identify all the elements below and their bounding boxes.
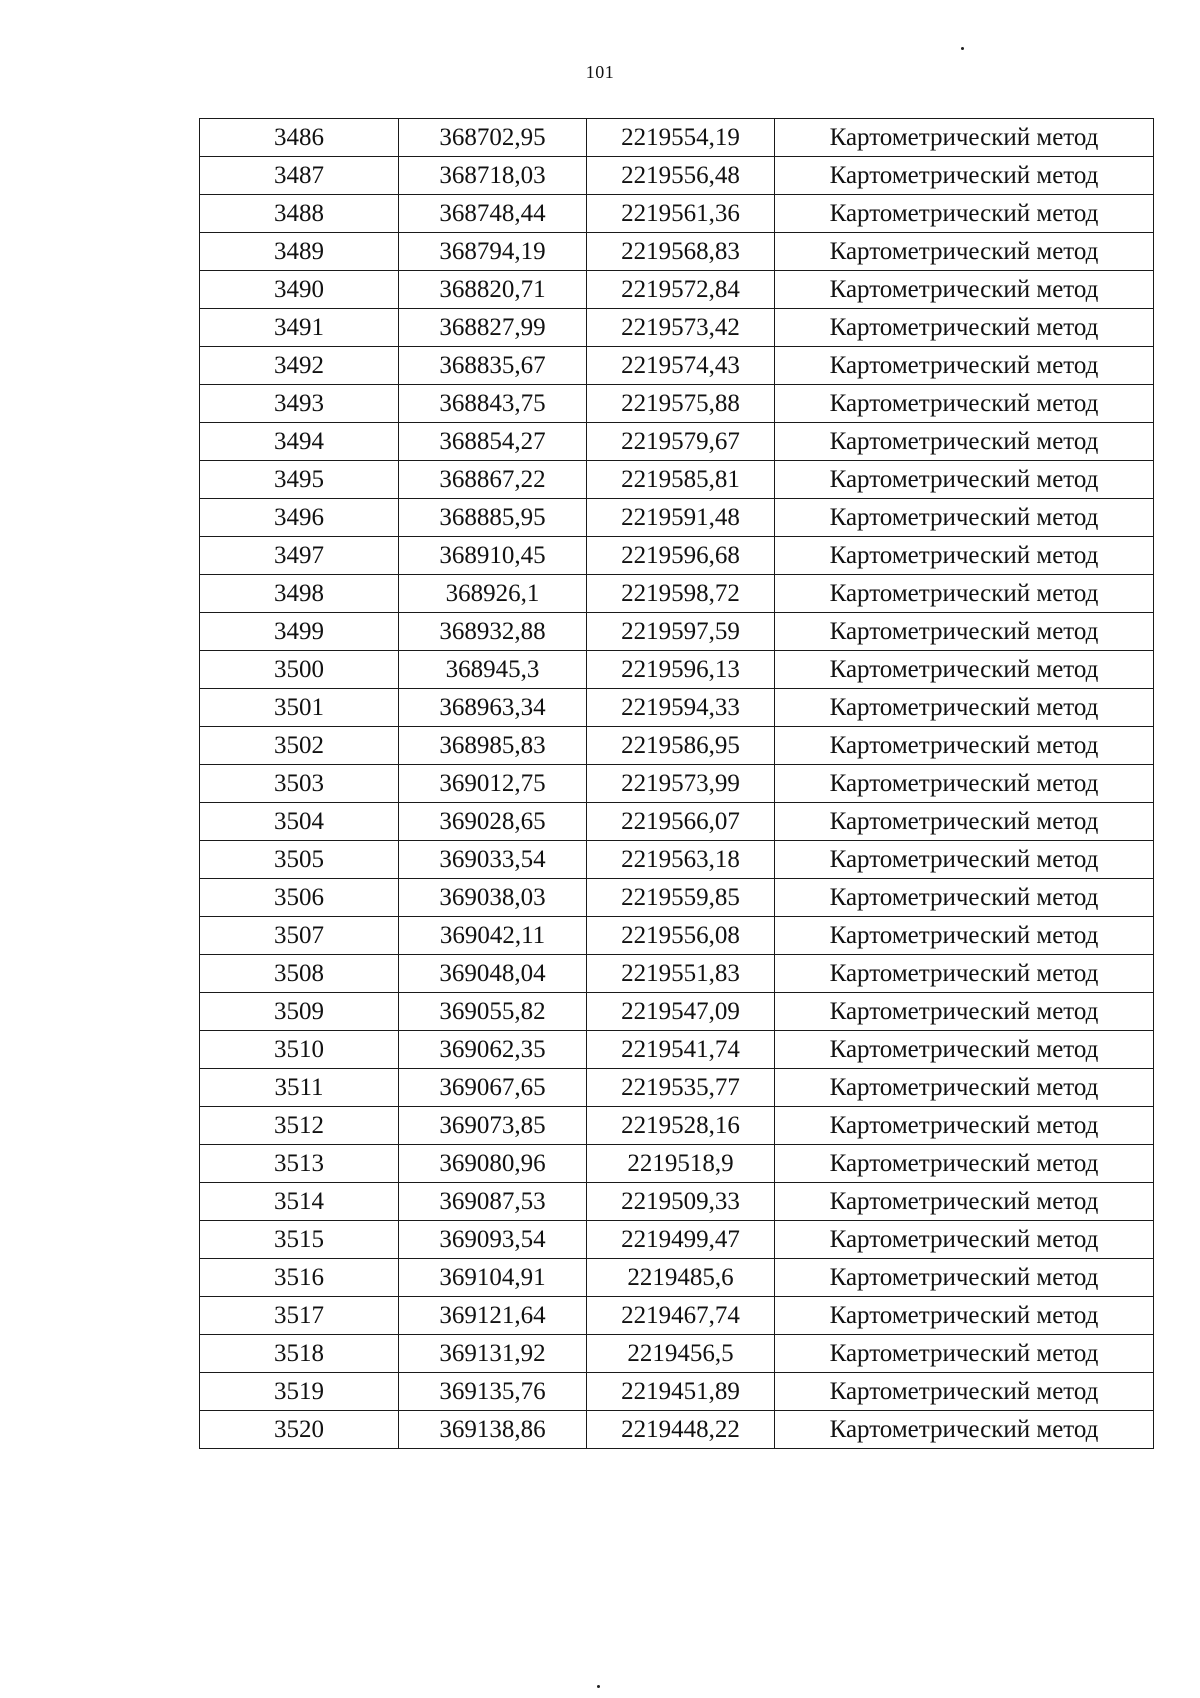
point-number-cell: 3505 <box>200 841 399 879</box>
y-coordinate-cell: 2219559,85 <box>587 879 775 917</box>
y-coordinate-cell: 2219467,74 <box>587 1297 775 1335</box>
point-number-cell: 3490 <box>200 271 399 309</box>
method-cell: Картометрический метод <box>775 689 1154 727</box>
table-row <box>200 575 1154 613</box>
y-coordinate-cell: 2219485,6 <box>587 1259 775 1297</box>
point-number-cell: 3494 <box>200 423 399 461</box>
table-row <box>200 1335 1154 1373</box>
x-coordinate-cell: 369121,64 <box>399 1297 587 1335</box>
x-coordinate-cell: 369012,75 <box>399 765 587 803</box>
y-coordinate-cell: 2219518,9 <box>587 1145 775 1183</box>
point-number-cell: 3489 <box>200 233 399 271</box>
y-coordinate-cell: 2219509,33 <box>587 1183 775 1221</box>
point-number-cell: 3507 <box>200 917 399 955</box>
table-row <box>200 1069 1154 1107</box>
table-row <box>200 233 1154 271</box>
y-coordinate-cell: 2219596,68 <box>587 537 775 575</box>
table-row <box>200 1259 1154 1297</box>
table-row <box>200 613 1154 651</box>
point-number-cell: 3496 <box>200 499 399 537</box>
point-number-cell: 3502 <box>200 727 399 765</box>
table-row <box>200 537 1154 575</box>
table-row <box>200 1221 1154 1259</box>
point-number-cell: 3498 <box>200 575 399 613</box>
point-number-cell: 3491 <box>200 309 399 347</box>
table-row <box>200 841 1154 879</box>
y-coordinate-cell: 2219598,72 <box>587 575 775 613</box>
method-cell: Картометрический метод <box>775 1183 1154 1221</box>
y-coordinate-cell: 2219572,84 <box>587 271 775 309</box>
x-coordinate-cell: 369055,82 <box>399 993 587 1031</box>
y-coordinate-cell: 2219561,36 <box>587 195 775 233</box>
point-number-cell: 3512 <box>200 1107 399 1145</box>
method-cell: Картометрический метод <box>775 1069 1154 1107</box>
y-coordinate-cell: 2219573,99 <box>587 765 775 803</box>
table-row <box>200 499 1154 537</box>
y-coordinate-cell: 2219563,18 <box>587 841 775 879</box>
method-cell: Картометрический метод <box>775 271 1154 309</box>
method-cell: Картометрический метод <box>775 1031 1154 1069</box>
point-number-cell: 3500 <box>200 651 399 689</box>
method-cell: Картометрический метод <box>775 537 1154 575</box>
x-coordinate-cell: 369135,76 <box>399 1373 587 1411</box>
page-number: 101 <box>585 62 615 82</box>
y-coordinate-cell: 2219456,5 <box>587 1335 775 1373</box>
table-row <box>200 347 1154 385</box>
method-cell: Картометрический метод <box>775 993 1154 1031</box>
x-coordinate-cell: 369028,65 <box>399 803 587 841</box>
y-coordinate-cell: 2219541,74 <box>587 1031 775 1069</box>
table-row <box>200 385 1154 423</box>
point-number-cell: 3501 <box>200 689 399 727</box>
y-coordinate-cell: 2219585,81 <box>587 461 775 499</box>
x-coordinate-cell: 369087,53 <box>399 1183 587 1221</box>
method-cell: Картометрический метод <box>775 651 1154 689</box>
x-coordinate-cell: 369033,54 <box>399 841 587 879</box>
table-row <box>200 119 1154 157</box>
x-coordinate-cell: 369080,96 <box>399 1145 587 1183</box>
method-cell: Картометрический метод <box>775 1297 1154 1335</box>
method-cell: Картометрический метод <box>775 385 1154 423</box>
method-cell: Картометрический метод <box>775 233 1154 271</box>
point-number-cell: 3506 <box>200 879 399 917</box>
x-coordinate-cell: 369067,65 <box>399 1069 587 1107</box>
x-coordinate-cell: 368794,19 <box>399 233 587 271</box>
point-number-cell: 3487 <box>200 157 399 195</box>
table-row <box>200 195 1154 233</box>
y-coordinate-cell: 2219579,67 <box>587 423 775 461</box>
method-cell: Картометрический метод <box>775 1335 1154 1373</box>
table-row <box>200 651 1154 689</box>
y-coordinate-cell: 2219594,33 <box>587 689 775 727</box>
y-coordinate-cell: 2219575,88 <box>587 385 775 423</box>
table-row <box>200 1107 1154 1145</box>
x-coordinate-cell: 368718,03 <box>399 157 587 195</box>
x-coordinate-cell: 368843,75 <box>399 385 587 423</box>
scan-speck <box>961 47 964 50</box>
point-number-cell: 3510 <box>200 1031 399 1069</box>
y-coordinate-cell: 2219499,47 <box>587 1221 775 1259</box>
x-coordinate-cell: 369131,92 <box>399 1335 587 1373</box>
table-row <box>200 689 1154 727</box>
y-coordinate-cell: 2219451,89 <box>587 1373 775 1411</box>
method-cell: Картометрический метод <box>775 1221 1154 1259</box>
method-cell: Картометрический метод <box>775 499 1154 537</box>
y-coordinate-cell: 2219551,83 <box>587 955 775 993</box>
x-coordinate-cell: 369093,54 <box>399 1221 587 1259</box>
method-cell: Картометрический метод <box>775 879 1154 917</box>
x-coordinate-cell: 368885,95 <box>399 499 587 537</box>
x-coordinate-cell: 368835,67 <box>399 347 587 385</box>
x-coordinate-cell: 369038,03 <box>399 879 587 917</box>
method-cell: Картометрический метод <box>775 309 1154 347</box>
point-number-cell: 3515 <box>200 1221 399 1259</box>
y-coordinate-cell: 2219528,16 <box>587 1107 775 1145</box>
x-coordinate-cell: 369104,91 <box>399 1259 587 1297</box>
point-number-cell: 3486 <box>200 119 399 157</box>
point-number-cell: 3517 <box>200 1297 399 1335</box>
method-cell: Картометрический метод <box>775 803 1154 841</box>
table-row <box>200 765 1154 803</box>
point-number-cell: 3495 <box>200 461 399 499</box>
point-number-cell: 3511 <box>200 1069 399 1107</box>
y-coordinate-cell: 2219591,48 <box>587 499 775 537</box>
method-cell: Картометрический метод <box>775 917 1154 955</box>
table-row <box>200 1373 1154 1411</box>
method-cell: Картометрический метод <box>775 1107 1154 1145</box>
y-coordinate-cell: 2219547,09 <box>587 993 775 1031</box>
x-coordinate-cell: 369042,11 <box>399 917 587 955</box>
table-row <box>200 1411 1154 1449</box>
x-coordinate-cell: 368932,88 <box>399 613 587 651</box>
method-cell: Картометрический метод <box>775 1145 1154 1183</box>
coordinates-table <box>199 118 1154 1449</box>
y-coordinate-cell: 2219586,95 <box>587 727 775 765</box>
x-coordinate-cell: 368910,45 <box>399 537 587 575</box>
method-cell: Картометрический метод <box>775 119 1154 157</box>
x-coordinate-cell: 368867,22 <box>399 461 587 499</box>
y-coordinate-cell: 2219574,43 <box>587 347 775 385</box>
point-number-cell: 3492 <box>200 347 399 385</box>
table-row <box>200 803 1154 841</box>
x-coordinate-cell: 369048,04 <box>399 955 587 993</box>
y-coordinate-cell: 2219556,08 <box>587 917 775 955</box>
method-cell: Картометрический метод <box>775 157 1154 195</box>
point-number-cell: 3499 <box>200 613 399 651</box>
x-coordinate-cell: 368748,44 <box>399 195 587 233</box>
point-number-cell: 3518 <box>200 1335 399 1373</box>
point-number-cell: 3519 <box>200 1373 399 1411</box>
x-coordinate-cell: 369073,85 <box>399 1107 587 1145</box>
method-cell: Картометрический метод <box>775 613 1154 651</box>
x-coordinate-cell: 368854,27 <box>399 423 587 461</box>
method-cell: Картометрический метод <box>775 461 1154 499</box>
table-row <box>200 423 1154 461</box>
method-cell: Картометрический метод <box>775 955 1154 993</box>
table-row <box>200 879 1154 917</box>
method-cell: Картометрический метод <box>775 841 1154 879</box>
point-number-cell: 3514 <box>200 1183 399 1221</box>
x-coordinate-cell: 369062,35 <box>399 1031 587 1069</box>
point-number-cell: 3497 <box>200 537 399 575</box>
x-coordinate-cell: 368820,71 <box>399 271 587 309</box>
table-row <box>200 157 1154 195</box>
y-coordinate-cell: 2219597,59 <box>587 613 775 651</box>
y-coordinate-cell: 2219535,77 <box>587 1069 775 1107</box>
table-row <box>200 309 1154 347</box>
point-number-cell: 3509 <box>200 993 399 1031</box>
method-cell: Картометрический метод <box>775 575 1154 613</box>
x-coordinate-cell: 368702,95 <box>399 119 587 157</box>
point-number-cell: 3513 <box>200 1145 399 1183</box>
x-coordinate-cell: 368926,1 <box>399 575 587 613</box>
table-row <box>200 1031 1154 1069</box>
point-number-cell: 3493 <box>200 385 399 423</box>
table-row <box>200 1183 1154 1221</box>
y-coordinate-cell: 2219556,48 <box>587 157 775 195</box>
table-row <box>200 1145 1154 1183</box>
y-coordinate-cell: 2219554,19 <box>587 119 775 157</box>
x-coordinate-cell: 369138,86 <box>399 1411 587 1449</box>
x-coordinate-cell: 368963,34 <box>399 689 587 727</box>
point-number-cell: 3503 <box>200 765 399 803</box>
table-row <box>200 955 1154 993</box>
method-cell: Картометрический метод <box>775 727 1154 765</box>
point-number-cell: 3488 <box>200 195 399 233</box>
method-cell: Картометрический метод <box>775 1259 1154 1297</box>
point-number-cell: 3520 <box>200 1411 399 1449</box>
coordinates-table-body <box>200 119 1154 1449</box>
table-row <box>200 727 1154 765</box>
method-cell: Картометрический метод <box>775 1373 1154 1411</box>
point-number-cell: 3508 <box>200 955 399 993</box>
x-coordinate-cell: 368827,99 <box>399 309 587 347</box>
x-coordinate-cell: 368945,3 <box>399 651 587 689</box>
table-row <box>200 461 1154 499</box>
y-coordinate-cell: 2219596,13 <box>587 651 775 689</box>
table-row <box>200 1297 1154 1335</box>
table-row <box>200 917 1154 955</box>
y-coordinate-cell: 2219568,83 <box>587 233 775 271</box>
table-row <box>200 271 1154 309</box>
method-cell: Картометрический метод <box>775 195 1154 233</box>
method-cell: Картометрический метод <box>775 347 1154 385</box>
x-coordinate-cell: 368985,83 <box>399 727 587 765</box>
table-row <box>200 993 1154 1031</box>
point-number-cell: 3516 <box>200 1259 399 1297</box>
scan-speck <box>597 1685 600 1688</box>
y-coordinate-cell: 2219448,22 <box>587 1411 775 1449</box>
y-coordinate-cell: 2219566,07 <box>587 803 775 841</box>
method-cell: Картометрический метод <box>775 423 1154 461</box>
y-coordinate-cell: 2219573,42 <box>587 309 775 347</box>
method-cell: Картометрический метод <box>775 1411 1154 1449</box>
point-number-cell: 3504 <box>200 803 399 841</box>
method-cell: Картометрический метод <box>775 765 1154 803</box>
